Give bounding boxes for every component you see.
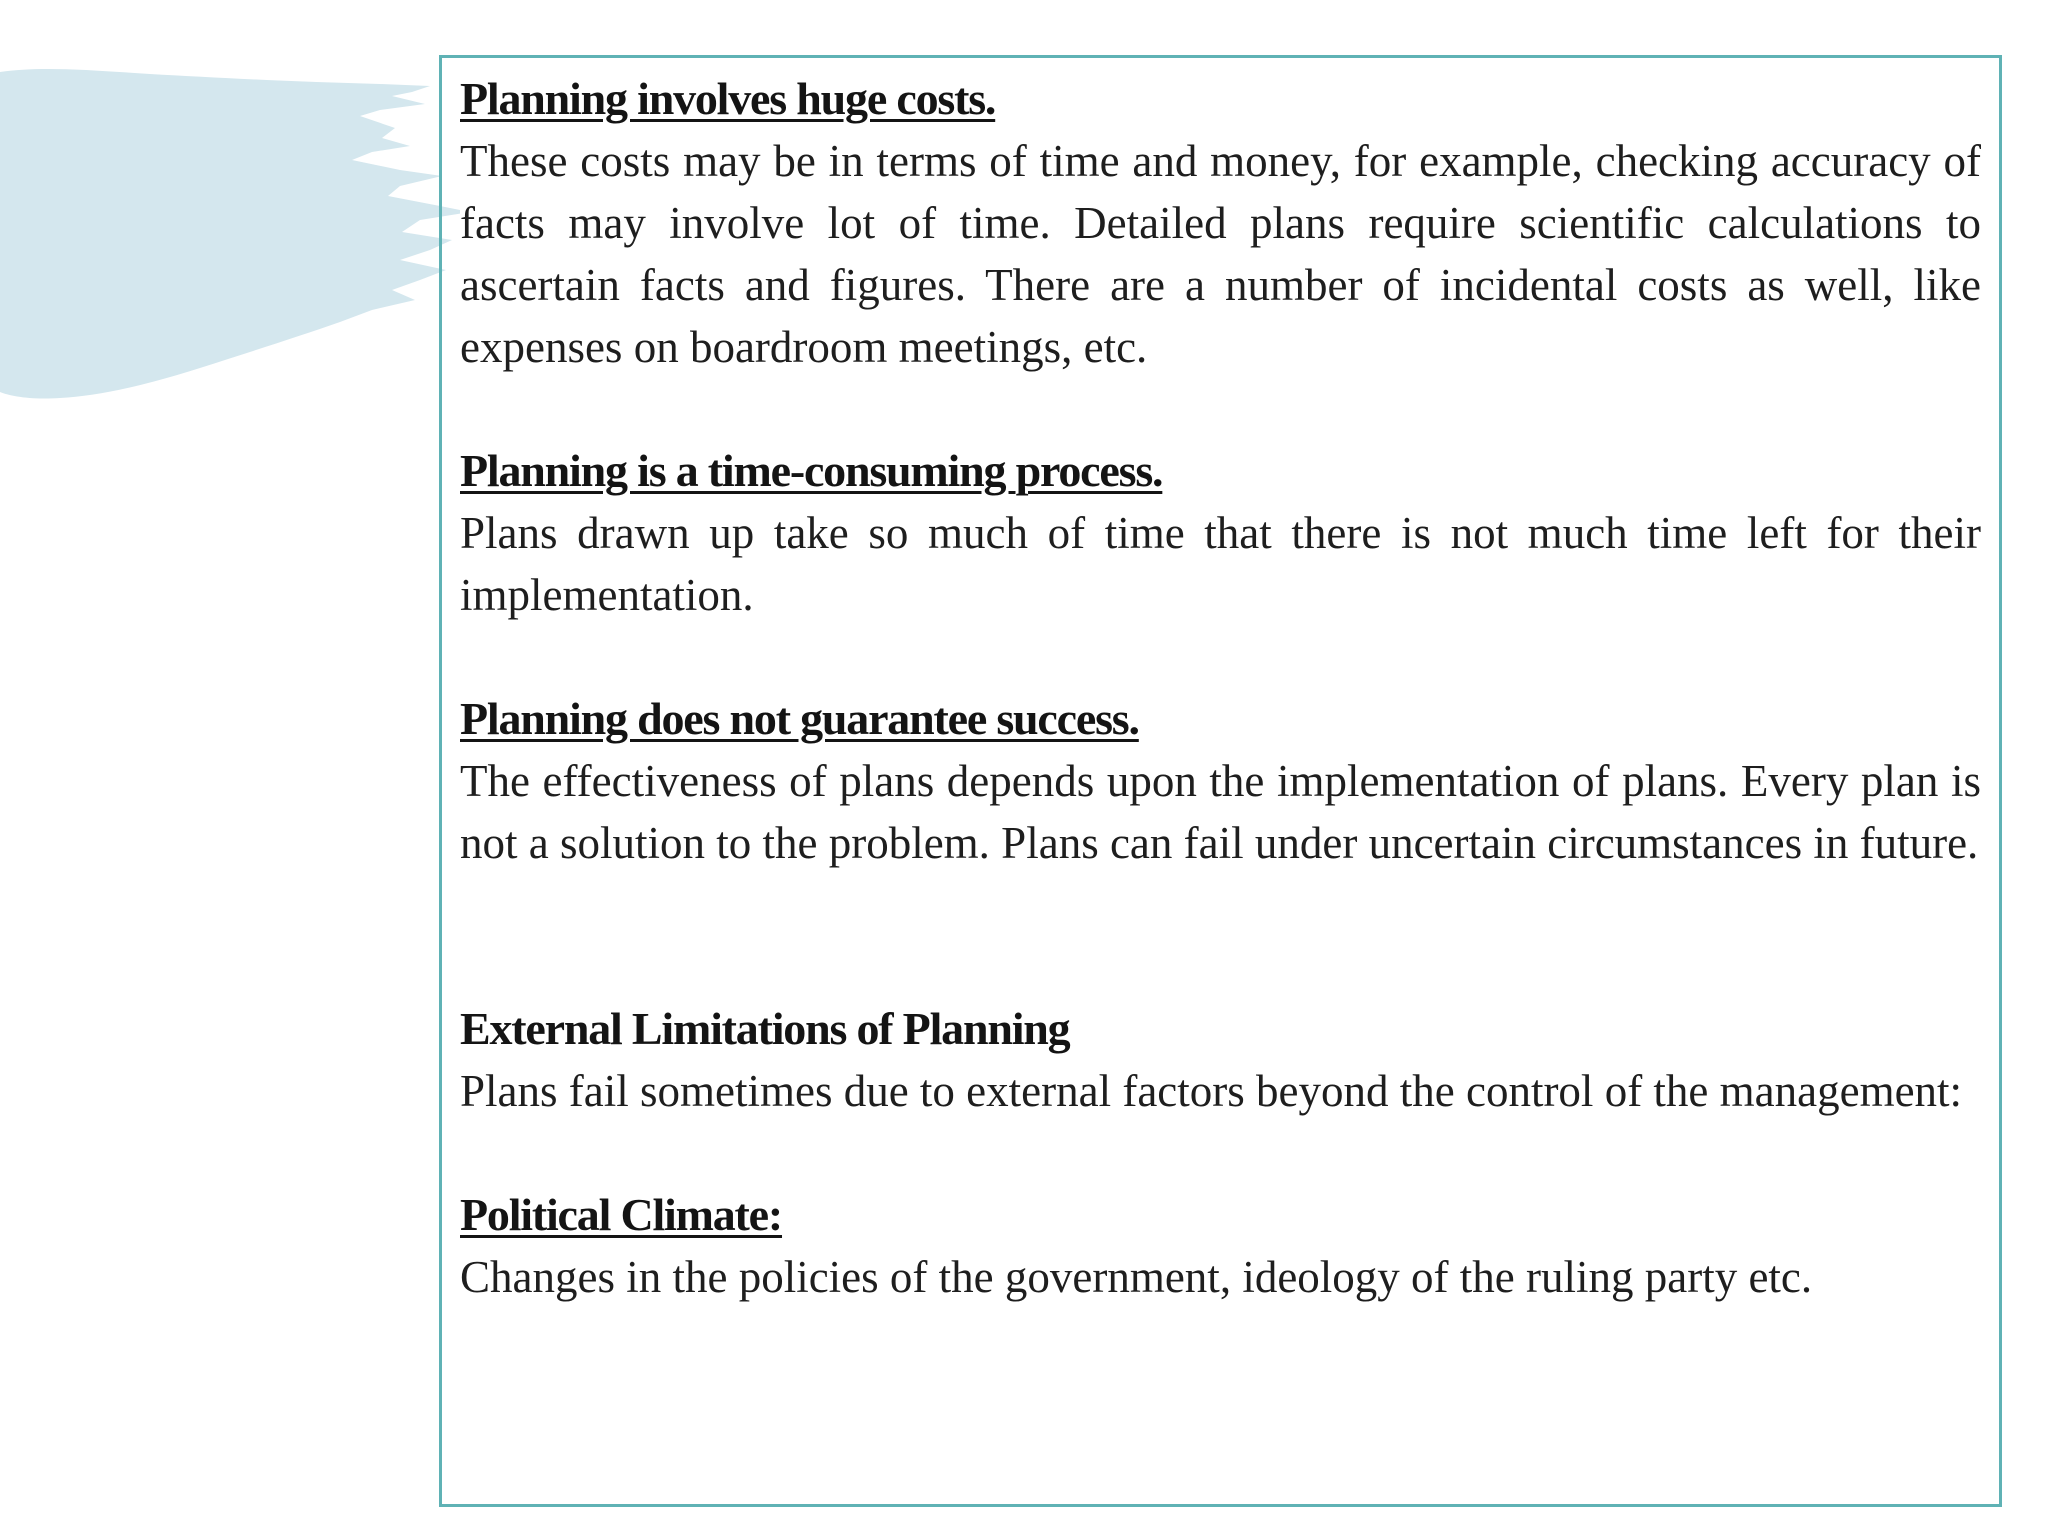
section-body: The effectiveness of plans depends upon the implementation of plans. Every plan is not a solution to the problem. Plans can fail under uncertain circumstances in future.	[460, 756, 1981, 868]
section-heading: Planning does not guarantee success.	[460, 693, 1139, 744]
section-heading: Political Climate:	[460, 1189, 783, 1240]
section-body: These costs may be in terms of time and money, for example, checking accuracy of facts may involve lot of time. Detailed plans require scientific calculations to ascertain facts and figures. There are a number of incidental costs as well, like expenses on boardroom meetings, etc.	[460, 136, 1981, 372]
document-content	[460, 68, 1981, 1308]
section-political-climate	[460, 1184, 1981, 1308]
brush-stroke-shape	[0, 69, 460, 399]
section-time-consuming	[460, 440, 1981, 626]
section-huge-costs	[460, 68, 1981, 378]
section-body: Changes in the policies of the government, ideology of the ruling party etc.	[460, 1252, 1813, 1302]
section-body: Plans drawn up take so much of time that there is not much time left for their implementation.	[460, 508, 1981, 620]
section-heading: External Limitations of Planning	[460, 1003, 1070, 1054]
section-body: Plans fail sometimes due to external factors beyond the control of the management:	[460, 1066, 1963, 1116]
brush-stroke-decoration	[0, 0, 460, 420]
section-heading: Planning involves huge costs.	[460, 73, 996, 124]
section-external-limitations	[460, 998, 1981, 1122]
section-heading: Planning is a time-consuming process.	[460, 445, 1163, 496]
section-no-guarantee	[460, 688, 1981, 874]
